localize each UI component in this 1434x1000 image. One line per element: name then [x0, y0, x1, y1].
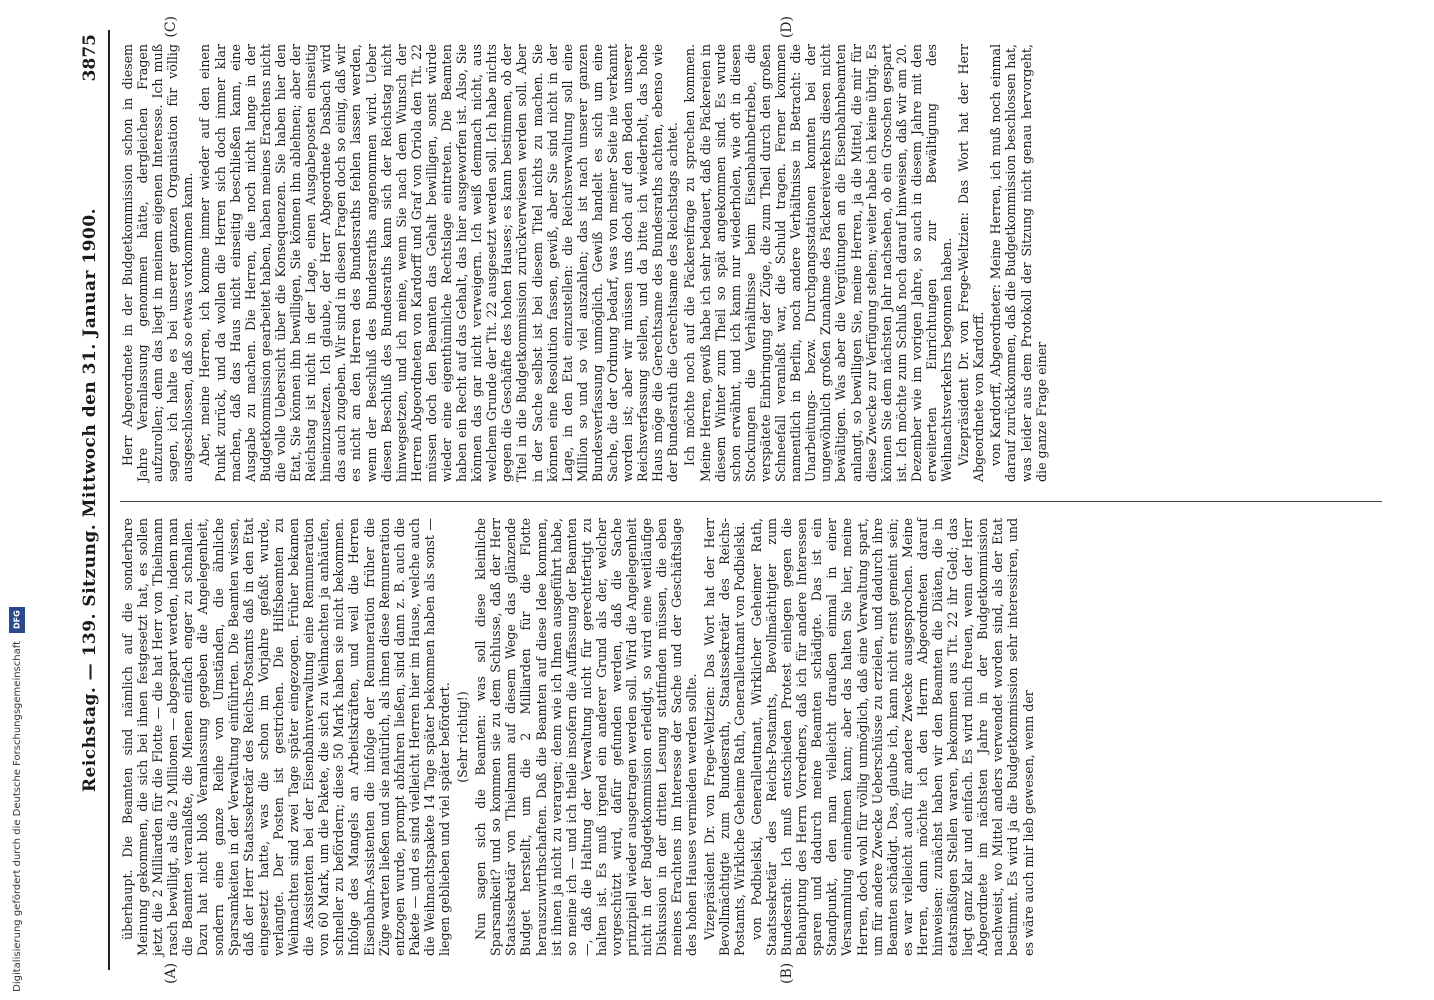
- paragraph: Aber, meine Herren, ich komme immer wieder auf den einen Punkt zurück, und da wollen die Herren sich doch immer klar machen, daß das Haus nicht einseitig beschließen kann, eine Ausgabe zu machen. Die Herren, die noch nicht lange in der Budgetkommission gearbeitet haben, haben meines Erachtens nicht die volle Uebersicht über die Konsequenzen. Sie haben hier den Etat, Sie können ihn bewilligen, Sie können ihn ablehnen; aber der Reichstag ist nicht in der Lage, einen Ausgabeposten einseitig hineinzusetzen. Ich glaube, der Herr Abgeordnete Dasbach wird das auch zugeben. Wir sind in diesen Fragen doch so einig, daß wir es nicht an den Herren des Bundesraths fehlen lassen werden, wenn der Beschluß des Bundesraths angenommen wird. Ueber diesen Beschluß des Bundesraths kann sich der Reichstag nicht hinwegsetzen, und ich meine, wenn Sie nach dem Wunsch der Herren Abgeordneten von Kardorff und Graf von Oriola den Tit. 22 müssen doch den Beamten das Gehalt bewilligen, sonst würde wieder eine eigenthümliche Rechtslage eintreten. Die Beamten haben ein Recht auf das Gehalt, das hier ausgeworfen ist. Also, Sie können das gar nicht verweigern. Ich weiß demnach nicht, aus welchem Grunde der Tit. 22 ausgesetzt werden soll. Ich habe nichts gegen die Geschäfte des hohen Hauses; es kann bestimmen, ob der Titel in die Budgetkommission zurückverwiesen werden soll. Aber in der Sache selbst ist bei diesem Titel nichts zu machen. Sie können eine Resolution fassen, gewiß, aber Sie sind nicht in der Lage, in den Etat einzustellen: die Reichsverwaltung soll eine Million so und so viel auszahlen; das ist nach unserer ganzen Bundesverfassung unmöglich. Gewiß handelt es sich um eine Sache, die der Ordnung bedarf, was von meiner Seite nie verkannt worden ist; aber wir müssen uns doch auf den Boden unserer Reichsverfassung stellen, und da bitte ich wiederholt, das hohe Haus möge die Gerechtsame des Bundesraths achten, ebenso wie der Bundesrath die Gerechtsame des Reichstags achtet.: [197, 44, 681, 482]
- interjection: (Sehr richtig!): [455, 691, 471, 783]
- paragraph: Vizepräsident Dr. von Frege-Weltzien: Das Wort hat der Herr Bevollmächtigte zum Bundesrath, Staatssekretär des Reichs-Postamts, Wirkliche Geheime Rath, Generalleutnant von Podbielski.: [701, 518, 747, 956]
- margin-mark-a: (A): [163, 962, 179, 984]
- paragraph: von Kardorff, Abgeordneter: Meine Herren, ich muß noch einmal darauf zurückkommen, daß die Budgetkommission beschlossen hat, was leider aus dem Protokoll der Sitzung nicht genau hervorgeht, die ganze Frage einer: [988, 44, 1049, 482]
- paragraph: überhaupt. Die Beamten sind nämlich auf die sonderbare Meinung gekommen, die sich bei ihnen festgesetzt hat, es sollen jetzt die 2 Milliarden für die Flotte — die hat Herr von Thielmann rasch bewilligt, als die 2 Millionen — abgespart werden, indem man die Beamten veranlaßte, die Mienen einfach enger zu schnallen. Dazu hat nicht bloß Veranlassung gegeben die Angelegenheit, sondern eine ganze Reihe von Umständen, die ähnliche Sparsamkeiten in der Verwaltung einführten. Die Beamten wissen, daß der Herr Staatssekretär des Reichs-Postamts daß in den Etat eingesetzt hatte, was die schon im Vorjahre gefaßt wurde, verlangte. Der Posten ist gestrichen. Die Hilfsbeamten zu Weihnachten sind zwei Tage später eingezogen. Früher bekamen die Assistenten bei der Eisenbahnverwaltung eine Remuneration von 60 Mark, um die Pakete, die sich zu Weihnachten ja anhäufen, schneller zu befördern; diese 50 Mark haben sie nicht bekommen. Infolge des Mangels an Arbeitskräften, und weil die Herren Eisenbahn-Assistenten die infolge der Remuneration früher die Züge warten ließen und sie natürlich, als ihnen diese Remuneration entzogen wurde, prompt abfahren ließen, sind dann z. B. auch die Pakete — und es sind vielleicht Herren hier im Hause, welche auch die Weihnachtspakete 14 Tage später bekommen haben als sonst — liegen geblieben und viel später befördert.: [120, 518, 452, 956]
- page-number: 3875: [80, 34, 100, 82]
- paragraph: Herr Abgeordnete in der Budgetkommission schon in diesem Jahre Veranlassung genommen hätte, dergleichen Fragen aufzurollen; denn das liegt in meinem eigenen Interesse. Ich muß sagen, ich halte es bei unserer ganzen Organisation für völlig ausgeschlossen, daß so etwas vorkommen kann.: [120, 44, 196, 482]
- right-column: [120, 16, 1382, 482]
- credit-text: Digitalisierung gefördert durch die Deutsche Forschungsgemeinschaft: [11, 641, 23, 992]
- digitization-credit: [0, 0, 34, 1000]
- document-page: [72, 16, 1392, 984]
- dfg-logo: DFG: [9, 607, 25, 633]
- paragraph: Vizepräsident Dr. von Frege-Weltzien: Das Wort hat der Herr Abgeordnete von Kardorff.: [956, 44, 987, 482]
- margin-mark-d: (D): [779, 16, 795, 39]
- page-header: [72, 30, 110, 970]
- margin-mark-c: (C): [163, 16, 179, 38]
- column-divider: [120, 501, 1382, 502]
- left-column: [120, 518, 1382, 984]
- paragraph: Ich möchte noch auf die Päckereifrage zu sprechen kommen. Meine Herren, gewiß habe ich sehr bedauert, daß die Päckereien in diesem Winter zum Theil so spät angekommen sind. Es wurde schon erwähnt, und ich kann nur wiederholen, wie oft in diesen Stockungen die Verhältnisse beim Eisenbahnbetriebe, die verspätete Einbringung der Züge, die zum Theil durch den großen Schneefall veranlaßt war, die Schuld tragen. Ferner kommen namentlich in Berlin, noch andere Verhältnisse in Betracht: die Unarbeitungs- bezw. Durchgangsstationen konnten bei der ungewöhnlich großen Zunahme des Päckereiverkehrs diesen nicht bewältigen. Was aber die Vergütungen an die Eisenbahnbeamten anlangt, so bewilligen Sie, meine Herren, ja die Mittel, die mir für diese Zwecke zur Verfügung stehen; weiter habe ich keine übrig. Es können Sie dem nächsten Jahr nachsehen, ob ein Groschen gespart ist. Ich möchte zum Schluß noch darauf hinweisen, daß wir am 20. Dezember wie im vorigen Jahre, so auch in diesem Jahre mit den erweiterten Einrichtungen zur Bewältigung des Weihnachtsverkehrs begonnen haben.: [682, 44, 955, 482]
- paragraph: von Podbielski, Generalleutnant, Wirklicher Geheimer Rath, Staatssekretär des Reichs-Postamts, Bevollmächtigter zum Bundesrath: Ich muß entschieden Protest einlegen gegen die Behauptung des Herrn Vorredners, daß ich für andere Interessen sparen und dadurch meine Beamten schädigte. Das ist ein Standpunkt, den man vielleicht draußen einmal in einer Versammlung einnehmen kann; aber das halten Sie hier, meine Herren, doch wohl für völlig unmöglich, daß eine Verwaltung spart, um für andere Zwecke Ueberschüsse zu erzielen, und dadurch ihre Beamten schädigt. Das, glaube ich, kann nicht ernst gemeint sein; es war vielleicht auch für andere Zwecke ausgesprochen. Meine Herren, dann möchte ich den Herrn Abgeordneten darauf hinweisen: zunächst haben wir den Beamten die Diäten, die in etatsmäßigen Stellen waren, bekommen aus Tit. 22 ihr Geld; das liegt ganz klar und einfach. Es wird mich freuen, wenn der Herr Abgeordnete im nächsten Jahre in der Budgetkommission nachweist, wo Mittel anders verwendet worden sind, als der Etat bestimmt. Es wird ja die Budgetkommission sehr interessiren, und es wäre auch mir lieb gewesen, wenn der: [748, 518, 1036, 956]
- margin-mark-b: (B): [779, 962, 795, 984]
- paragraph: Nun sagen sich die Beamten: was soll diese kleinliche Sparsamkeit? und so kommen sie zu dem Schlusse, daß der Herr Staatssekretär von Thielmann auf diesem Wege das glänzende Budget herstellt, um die 2 Milliarden für die Flotte herauszuwirthschaften. Daß die Beamten auf diese Idee kommen, ist ihnen ja nicht zu verargen; denn wie ich Ihnen ausgeführt habe, so meine ich — und ich theile insofern die Auffassung der Beamten —, daß die Haltung der Verwaltung nicht für gerechtfertigt zu halten ist. Es muß irgend ein anderer Grund als der, welcher vorgeschützt wird, dafür gefunden werden, daß die Sache prinzipiell wieder ausgetragen werden soll. Wird die Angelegenheit nicht in der Budgetkommission erledigt, so wird eine weitläufige Diskussion in der dritten Lesung stattfinden müssen, die eben meines Erachtens im Interesse der Sache und der Geschäftslage des hohen Hauses vermieden werden sollte.: [473, 518, 700, 956]
- page-title: Reichstag. — 139. Sitzung. Mittwoch den 31. Januar 1900.: [80, 207, 100, 793]
